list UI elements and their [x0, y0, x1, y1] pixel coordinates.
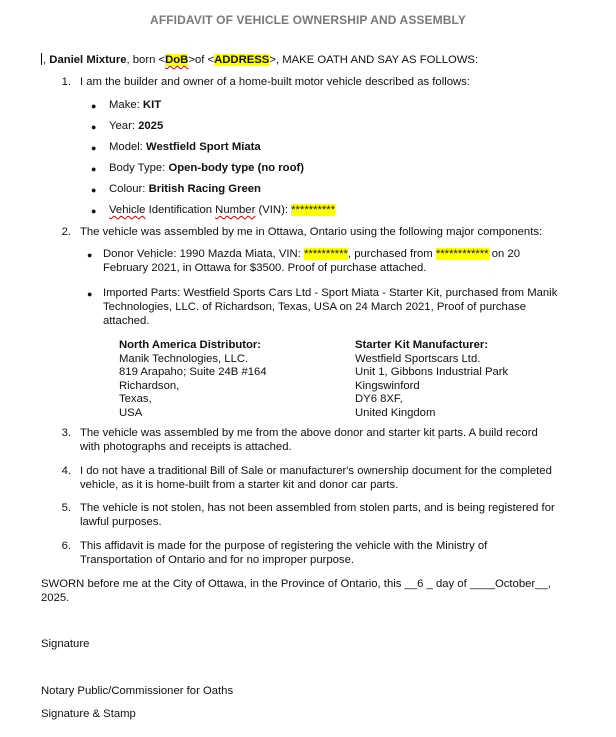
item-6-number: 6. — [61, 540, 71, 552]
distributor-line: Richardson, — [119, 379, 180, 392]
bullet-icon: ● — [91, 101, 97, 111]
spec-vin: Vehicle Identification Number (VIN): ********** — [109, 204, 336, 216]
distributor-block — [119, 339, 267, 420]
intro-line — [41, 53, 478, 68]
distributor-line: Manik Technologies, LLC. — [119, 352, 249, 365]
item-3-line-1: The vehicle was assembled by me from the above donor and starter kit parts. A build record — [80, 427, 538, 439]
manufacturer-line: Kingswinford — [355, 379, 420, 392]
intro-of-text: >of < — [188, 54, 215, 66]
item-3-line-2: with photographs and receipts is attached. — [80, 441, 292, 453]
imported-line-2: Technologies, LLC. of Richardson, Texas, USA on 24 March 2021, Proof of purchase — [103, 301, 527, 313]
spec-body-type: Body Type: Open-body type (no roof) — [109, 162, 304, 174]
manufacturer-block — [355, 339, 508, 420]
item-1-text: I am the builder and owner of a home-built motor vehicle described as follows: — [80, 76, 470, 88]
sworn-line-1: SWORN before me at the City of Ottawa, in the Province of Ontario, this __6 _ day of ____October__, — [41, 578, 551, 590]
bullet-icon: ● — [91, 185, 97, 195]
item-2-number: 2. — [61, 226, 71, 238]
manufacturer-line: DY6 8XF, — [355, 393, 403, 405]
bullet-icon: ● — [91, 143, 97, 153]
distributor-heading: North America Distributor: — [119, 339, 262, 351]
imported-line-3: attached. — [103, 315, 150, 327]
bullet-icon: ● — [91, 122, 97, 132]
intro-born-text: , born < — [126, 54, 166, 66]
item-4-line-2: vehicle, as it is home-built from a starter kit and donor car parts. — [80, 479, 399, 491]
item-2-text: The vehicle was assembled by me in Ottawa, Ontario using the following major components: — [80, 226, 543, 238]
sworn-line-2: 2025. — [41, 592, 70, 604]
manufacturer-line: Unit 1, Gibbons Industrial Park — [355, 366, 509, 378]
signature-label: Signature — [41, 638, 90, 650]
imported-line-1: Imported Parts: Westfield Sports Cars Ltd - Sport Miata - Starter Kit, purchased from Manik — [103, 287, 558, 299]
intro-prefix: , — [43, 54, 47, 66]
donor-vin-placeholder: ********** — [303, 248, 348, 260]
address-placeholder: ADDRESS — [214, 54, 270, 66]
deponent-name: Daniel Mixture — [49, 54, 127, 66]
dob-placeholder: DoB — [165, 54, 189, 66]
distributor-line: 819 Arapaho; Suite 24B #164 — [119, 366, 267, 378]
bullet-icon: ● — [91, 206, 97, 216]
item-5-line-1: The vehicle is not stolen, has not been assembled from stolen parts, and is being registered for — [80, 502, 555, 514]
item-6-line-1: This affidavit is made for the purpose of registering the vehicle with the Ministry of — [80, 540, 488, 552]
manufacturer-line: United Kingdom — [355, 406, 436, 419]
intro-rest-text: >, MAKE OATH AND SAY AS FOLLOWS: — [269, 54, 479, 66]
manufacturer-line: Westfield Sportscars Ltd. — [355, 352, 481, 365]
text-cursor — [41, 53, 42, 65]
seller-placeholder: ************ — [435, 248, 489, 260]
spec-model: Model: Westfield Sport Miata — [109, 141, 261, 153]
manufacturer-heading: Starter Kit Manufacturer: — [355, 339, 489, 351]
document-title: AFFIDAVIT OF VEHICLE OWNERSHIP AND ASSEMBLY — [150, 13, 466, 27]
distributor-line: Texas, — [119, 393, 152, 405]
stamp-label: Signature & Stamp — [41, 708, 136, 720]
item-5-number: 5. — [61, 502, 71, 514]
item-4-line-1: I do not have a traditional Bill of Sale or manufacturer's ownership document for the completed — [80, 465, 552, 477]
spec-colour: Colour: British Racing Green — [109, 183, 261, 195]
item-3-number: 3. — [61, 427, 71, 439]
item-5-line-2: lawful purposes. — [80, 516, 162, 528]
spec-make: Make: KIT — [109, 99, 162, 111]
item-4-number: 4. — [61, 465, 71, 477]
spec-year: Year: 2025 — [109, 120, 164, 132]
vin-placeholder: ********** — [291, 204, 336, 216]
notary-label: Notary Public/Commissioner for Oaths — [41, 685, 234, 697]
bullet-icon: ● — [91, 164, 97, 174]
item-6-line-2: Transportation of Ontario and for no improper purpose. — [80, 554, 354, 566]
donor-line-2: February 2021, in Ottawa for $3500. Proof of purchase attached. — [103, 262, 427, 274]
item-1-number: 1. — [61, 76, 71, 88]
bullet-icon: ● — [87, 289, 93, 299]
distributor-line: USA — [119, 406, 143, 419]
donor-line-1: Donor Vehicle: 1990 Mazda Miata, VIN: **********, purchased from ************ on 20 — [103, 248, 521, 260]
bullet-icon: ● — [87, 250, 93, 260]
